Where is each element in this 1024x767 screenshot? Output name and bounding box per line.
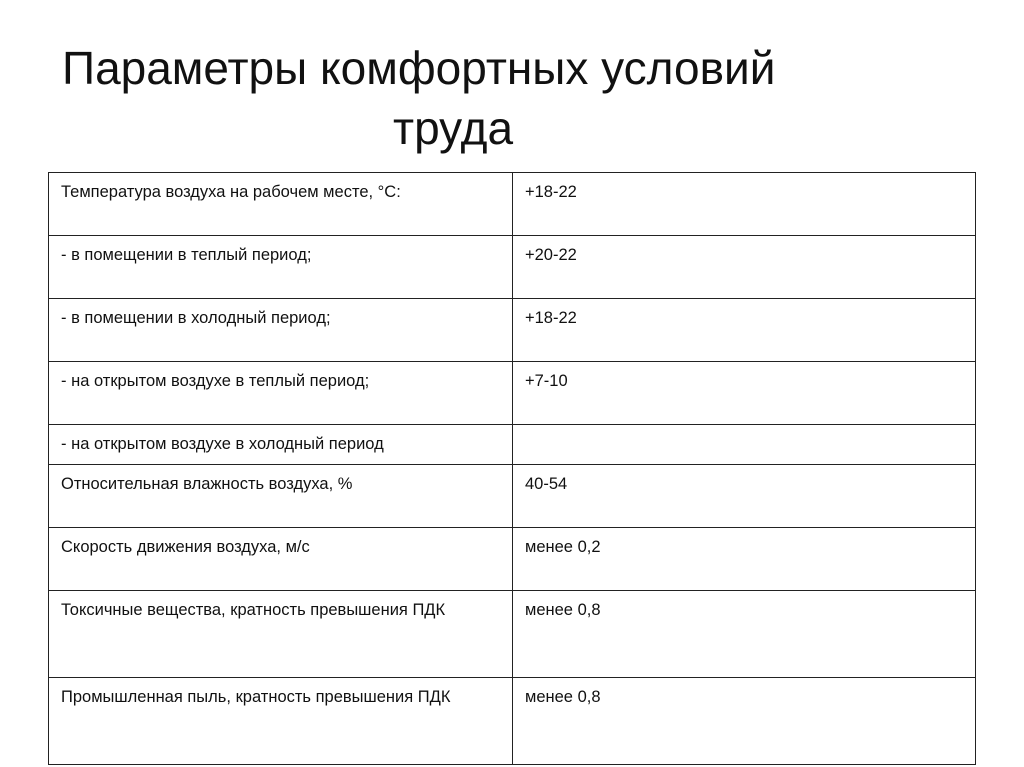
table-row [49, 678, 976, 765]
parameter-cell: - на открытом воздухе в теплый период; [49, 362, 513, 425]
table-row [49, 362, 976, 425]
table-row [49, 465, 976, 528]
table-row [49, 591, 976, 678]
value-cell: +7-10 [513, 362, 976, 425]
value-cell: +18-22 [513, 299, 976, 362]
parameter-cell: - в помещении в холодный период; [49, 299, 513, 362]
page-title-line-2: труда [393, 102, 514, 154]
table-row [49, 425, 976, 465]
table-row [49, 173, 976, 236]
value-cell: +18-22 [513, 173, 976, 236]
table-row [49, 528, 976, 591]
value-cell: менее 0,8 [513, 591, 976, 678]
parameter-cell: Токсичные вещества, кратность превышения ПДК [49, 591, 513, 678]
value-cell: менее 0,2 [513, 528, 976, 591]
value-cell [513, 425, 976, 465]
parameter-cell: - в помещении в теплый период; [49, 236, 513, 299]
value-cell: 40-54 [513, 465, 976, 528]
value-cell: +20-22 [513, 236, 976, 299]
parameter-cell: Промышленная пыль, кратность превышения ПДК [49, 678, 513, 765]
table-row [49, 299, 976, 362]
parameter-cell: Скорость движения воздуха, м/с [49, 528, 513, 591]
table-row [49, 236, 976, 299]
comfort-parameters-table [48, 172, 976, 765]
page-title-line-1: Параметры комфортных условий [62, 42, 776, 94]
page-title [0, 38, 1024, 158]
value-cell: менее 0,8 [513, 678, 976, 765]
parameter-cell: - на открытом воздухе в холодный период [49, 425, 513, 465]
parameter-cell: Относительная влажность воздуха, % [49, 465, 513, 528]
parameter-cell: Температура воздуха на рабочем месте, °С: [49, 173, 513, 236]
